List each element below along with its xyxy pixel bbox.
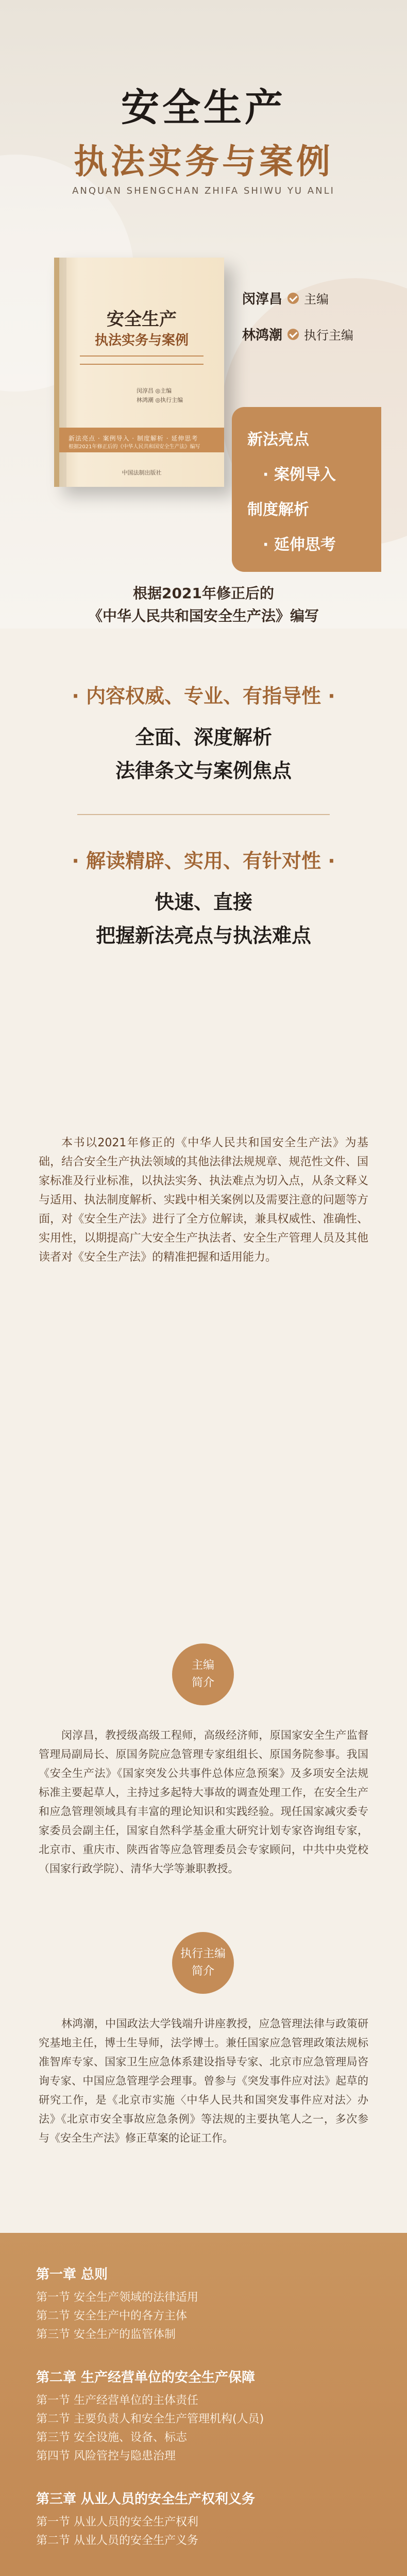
toc-chapter: 第二章 生产经营单位的安全生产保障 <box>36 2370 256 2385</box>
title-pinyin: ANQUAN SHENGCHAN ZHIFA SHIWU YU ANLI <box>72 185 335 196</box>
author-executive-editor <box>242 325 353 344</box>
toc-item: 第二节 安全生产中的各方主体 <box>36 2310 187 2323</box>
subtitle: 执法实务与案例 <box>74 142 333 181</box>
executive-editor-bio: 林鸿潮，中国政法大学钱端升讲座教授，应急管理法律与政策研究基地主任，博士生导师，法学博士。兼任国家应急管理政策法规标准智库专家、国家卫生应急体系建设指导专家、北京市应急管理局咨询专家、中国应急管理学会理事。曾参与《突发事件应对法》起草的研究工作，是《北京市实施〈中华人民共和国突发事件应对法〉办法》《北京市安全事故应急条例》等法规的主要执笔人之一，多次参与《安全生产法》修正草案的论证工作。 <box>39 2018 368 2144</box>
feature-item: 新法亮点 <box>247 431 309 449</box>
toc-chapter: 第一章 总则 <box>36 2267 108 2282</box>
table-of-contents-section <box>0 2233 407 2576</box>
toc-item: 第二节 主要负责人和安全生产管理机构(人员) <box>36 2413 264 2426</box>
book-cover-title: 安全生产 <box>107 309 177 330</box>
feature-item: · 延伸思考 <box>263 536 336 554</box>
check-circle-icon <box>287 293 299 304</box>
toc-item: 第四节 风险管控与隐患治理 <box>36 2450 176 2463</box>
toc-item: 第三节 安全生产的监管体制 <box>36 2328 176 2341</box>
edition-basis: 根据2021年修正后的 《中华人民共和国安全生产法》编写 <box>88 585 319 624</box>
executive-editor-badge: 执行主编 简介 <box>172 1932 234 1994</box>
executive-editor-section <box>0 1932 407 2233</box>
selling-point-title: · 内容权威、专业、有指导性 · <box>72 685 335 707</box>
feature-item: 制度解析 <box>247 501 309 519</box>
book-cover-rule <box>80 355 204 365</box>
main-title: 安全生产 <box>121 86 286 130</box>
divider <box>77 814 330 815</box>
feature-item: · 案例导入 <box>263 466 336 484</box>
chief-editor-section <box>0 1643 407 1932</box>
author-name: 闵淳昌 <box>242 292 283 307</box>
selling-point-line: 全面、深度解析 <box>134 726 272 749</box>
feature-highlights-box <box>232 407 381 572</box>
selling-point-title: · 解读精辟、实用、有针对性 · <box>72 850 335 872</box>
table-of-contents <box>36 2264 371 2576</box>
selling-point-line: 快速、直接 <box>154 891 252 913</box>
selling-point-line: 把握新法亮点与执法难点 <box>95 924 311 947</box>
book-cover-band-subtext: 根据2021年修正后的《中华人民共和国安全生产法》编写 <box>69 444 200 450</box>
author-role: 执行主编 <box>304 328 354 343</box>
check-circle-icon <box>287 329 299 340</box>
chief-editor-badge: 主编 简介 <box>172 1643 234 1705</box>
author-chief-editor <box>242 289 329 308</box>
book-introduction-text: 本书以2021年修正的《中华人民共和国安全生产法》为基础，结合安全生产执法领域的其他法律法规规章、规范性文件、国家标准及行业标准，以执法实务、执法难点为切入点，从条文释义与适用、执法制度解析、实践中相关案例以及需要注意的问题等方面，对《安全生产法》进行了全方位解读，兼具权威性、准确性、实用性，以期提高广大安全生产执法者、安全生产管理人员及其他读者对《安全生产法》的精准把握和适用能力。 <box>39 1137 368 1264</box>
toc-item: 第三节 安全设施、设备、标志 <box>36 2431 187 2444</box>
book-cover-image <box>54 258 224 487</box>
hero-section <box>0 0 407 629</box>
toc-item: 第一节 安全生产领域的法律适用 <box>36 2291 198 2304</box>
book-cover-authors: 闵淳昌 ◎主编 林鸿潮 ◎执行主编 <box>137 387 183 403</box>
selling-points-section <box>0 629 407 1133</box>
author-role: 主编 <box>304 292 329 307</box>
toc-item: 第一节 生产经营单位的主体责任 <box>36 2394 198 2407</box>
book-cover-publisher: 中国法制出版社 <box>122 469 162 476</box>
selling-point-line: 法律条文与案例焦点 <box>115 759 292 782</box>
toc-item: 第一节 从业人员的安全生产权利 <box>36 2516 198 2529</box>
toc-chapter: 第三章 从业人员的安全生产权利义务 <box>36 2492 256 2507</box>
toc-chapter <box>36 2573 201 2576</box>
author-name: 林鸿潮 <box>242 328 283 343</box>
toc-item: 第二节 从业人员的安全生产义务 <box>36 2534 198 2547</box>
book-cover-band-text: 新法亮点 · 案例导入 · 制度解析 · 延伸思考 <box>69 435 198 442</box>
book-cover-subtitle: 执法实务与案例 <box>94 333 189 348</box>
chief-editor-bio: 闵淳昌，教授级高级工程师，高级经济师，原国家安全生产监督管理局副局长、原国务院应急管理专家组组长、原国务院参事。我国《安全生产法》《国家突发公共事件总体应急预案》及多项安全法规标准主要起草人，主持过多起特大事故的调查处理工作，在安全生产和应急管理领域具有丰富的理论知识和实践经验。现任国家减灾委专家委员会副主任，国家自然科学基金重大研究计划专家咨询组专家，北京市、重庆市、陕西省等应急管理委员会专家顾问，中共中央党校（国家行政学院）、清华大学等兼职教授。 <box>39 1729 368 1875</box>
book-introduction-section <box>0 1133 407 1643</box>
book-cover-band <box>59 428 224 452</box>
